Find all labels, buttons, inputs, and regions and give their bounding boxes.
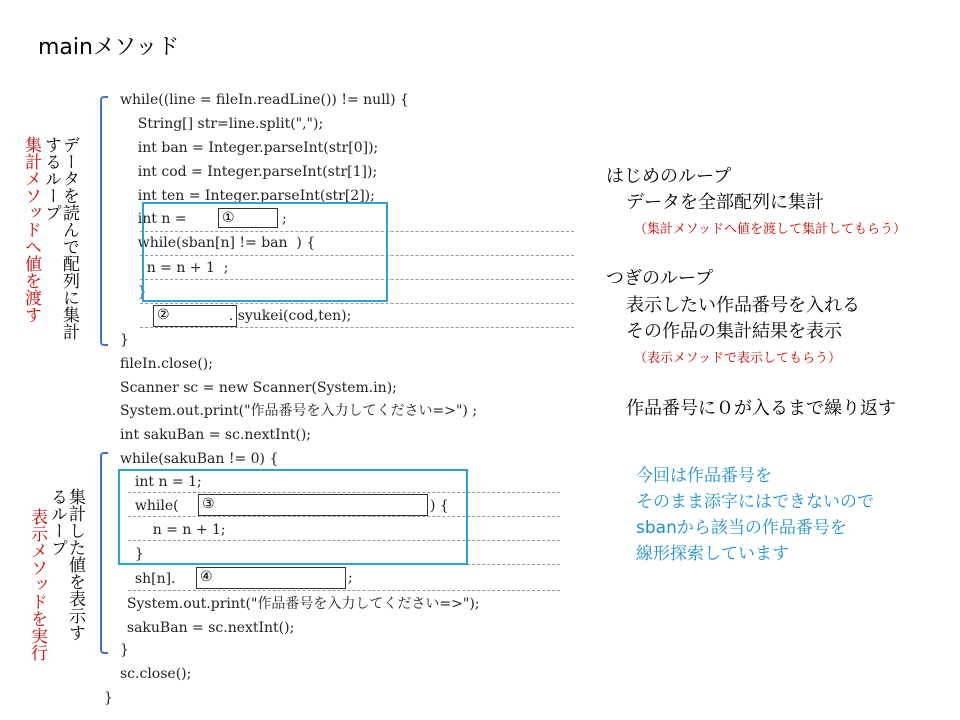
code-line: Scanner sc = new Scanner(System.in); xyxy=(120,380,397,396)
loop2-label: 集計した値を表示するループ xyxy=(47,488,85,641)
loop1-sub: （集計メソッドへ値を渡して集計してもらう） xyxy=(634,222,906,237)
loop1-label: データを読んで配列に集計するループ xyxy=(41,136,79,340)
code-line: } xyxy=(120,284,147,300)
code-line: System.out.print("作品番号を入力してください=>"); xyxy=(118,596,480,612)
code-line: int ten = Integer.parseInt(str[2]); xyxy=(120,188,375,204)
code-tail: ; xyxy=(282,211,287,227)
loop2-brace xyxy=(100,452,108,654)
code-line: sakuBan = sc.nextInt(); xyxy=(118,620,295,636)
code-rule xyxy=(140,327,574,328)
blank-2: ② xyxy=(153,305,237,327)
loop1-desc: データを全部配列に集計 xyxy=(626,192,824,213)
blue-note-1: 今回は作品番号を xyxy=(636,466,772,486)
code-line: } xyxy=(126,546,144,562)
blank-1: ① xyxy=(218,208,278,228)
code-line: int sakuBan = sc.nextInt(); xyxy=(120,427,311,443)
code-line: int n = 1; xyxy=(126,474,202,490)
code-line: while(sakuBan != 0) { xyxy=(120,451,279,467)
loop1-title: はじめのループ xyxy=(606,166,732,187)
code-line: sh[n]. xyxy=(126,571,180,587)
blue-note-4: 線形探索しています xyxy=(636,544,789,564)
loop2-sub: （表示メソッドで表示してもらう） xyxy=(634,351,841,366)
loop1-brace xyxy=(100,96,108,346)
code-line: while((line = fileIn.readLine()) != null) { xyxy=(120,92,409,108)
repeat-note: 作品番号に０が入るまで繰り返す xyxy=(626,398,896,419)
code-line: . syukei(cod,ten); xyxy=(211,308,352,324)
code-line: while( xyxy=(126,498,184,514)
search-loop-highlight xyxy=(142,202,388,302)
blue-note-3: sbanから該当の作品番号を xyxy=(636,518,847,538)
code-line: String[] str=line.split(","); xyxy=(120,116,324,132)
code-rule xyxy=(128,590,560,591)
code-line: } xyxy=(120,642,129,658)
code-line: System.out.print("作品番号を入力してください=>") ; xyxy=(120,403,478,419)
code-line: int cod = Integer.parseInt(str[1]); xyxy=(120,164,378,180)
code-line: sc.close(); xyxy=(120,666,192,682)
blank-4: ④ xyxy=(196,567,346,589)
loop2-desc1: 表示したい作品番号を入れる xyxy=(626,295,860,316)
code-line: fileIn.close(); xyxy=(120,356,213,372)
loop2-red-label: 表示メソッドを実行 xyxy=(27,508,47,661)
page-title: mainメソッド xyxy=(38,35,180,60)
linear-search-highlight xyxy=(118,469,468,565)
blank-3: ③ xyxy=(198,494,428,516)
code-tail: ; xyxy=(348,570,353,586)
code-line: } xyxy=(104,690,113,706)
code-rule xyxy=(140,303,574,304)
code-line: n = n + 1; xyxy=(126,522,226,538)
code-line: int ban = Integer.parseInt(str[0]); xyxy=(120,140,379,156)
code-line: while(sban[n] != ban ) { xyxy=(120,235,316,251)
code-line: int n = xyxy=(120,211,192,227)
blue-note-2: そのまま添字にはできないので xyxy=(636,492,874,512)
loop2-title: つぎのループ xyxy=(606,268,714,289)
code-tail: ) { xyxy=(430,498,449,514)
code-line: n = n + 1 ; xyxy=(120,260,229,276)
code-line: } xyxy=(120,332,129,348)
loop2-desc2: その作品の集計結果を表示 xyxy=(626,321,842,342)
loop1-red-label: 集計メソッドへ値を渡す xyxy=(21,136,41,323)
